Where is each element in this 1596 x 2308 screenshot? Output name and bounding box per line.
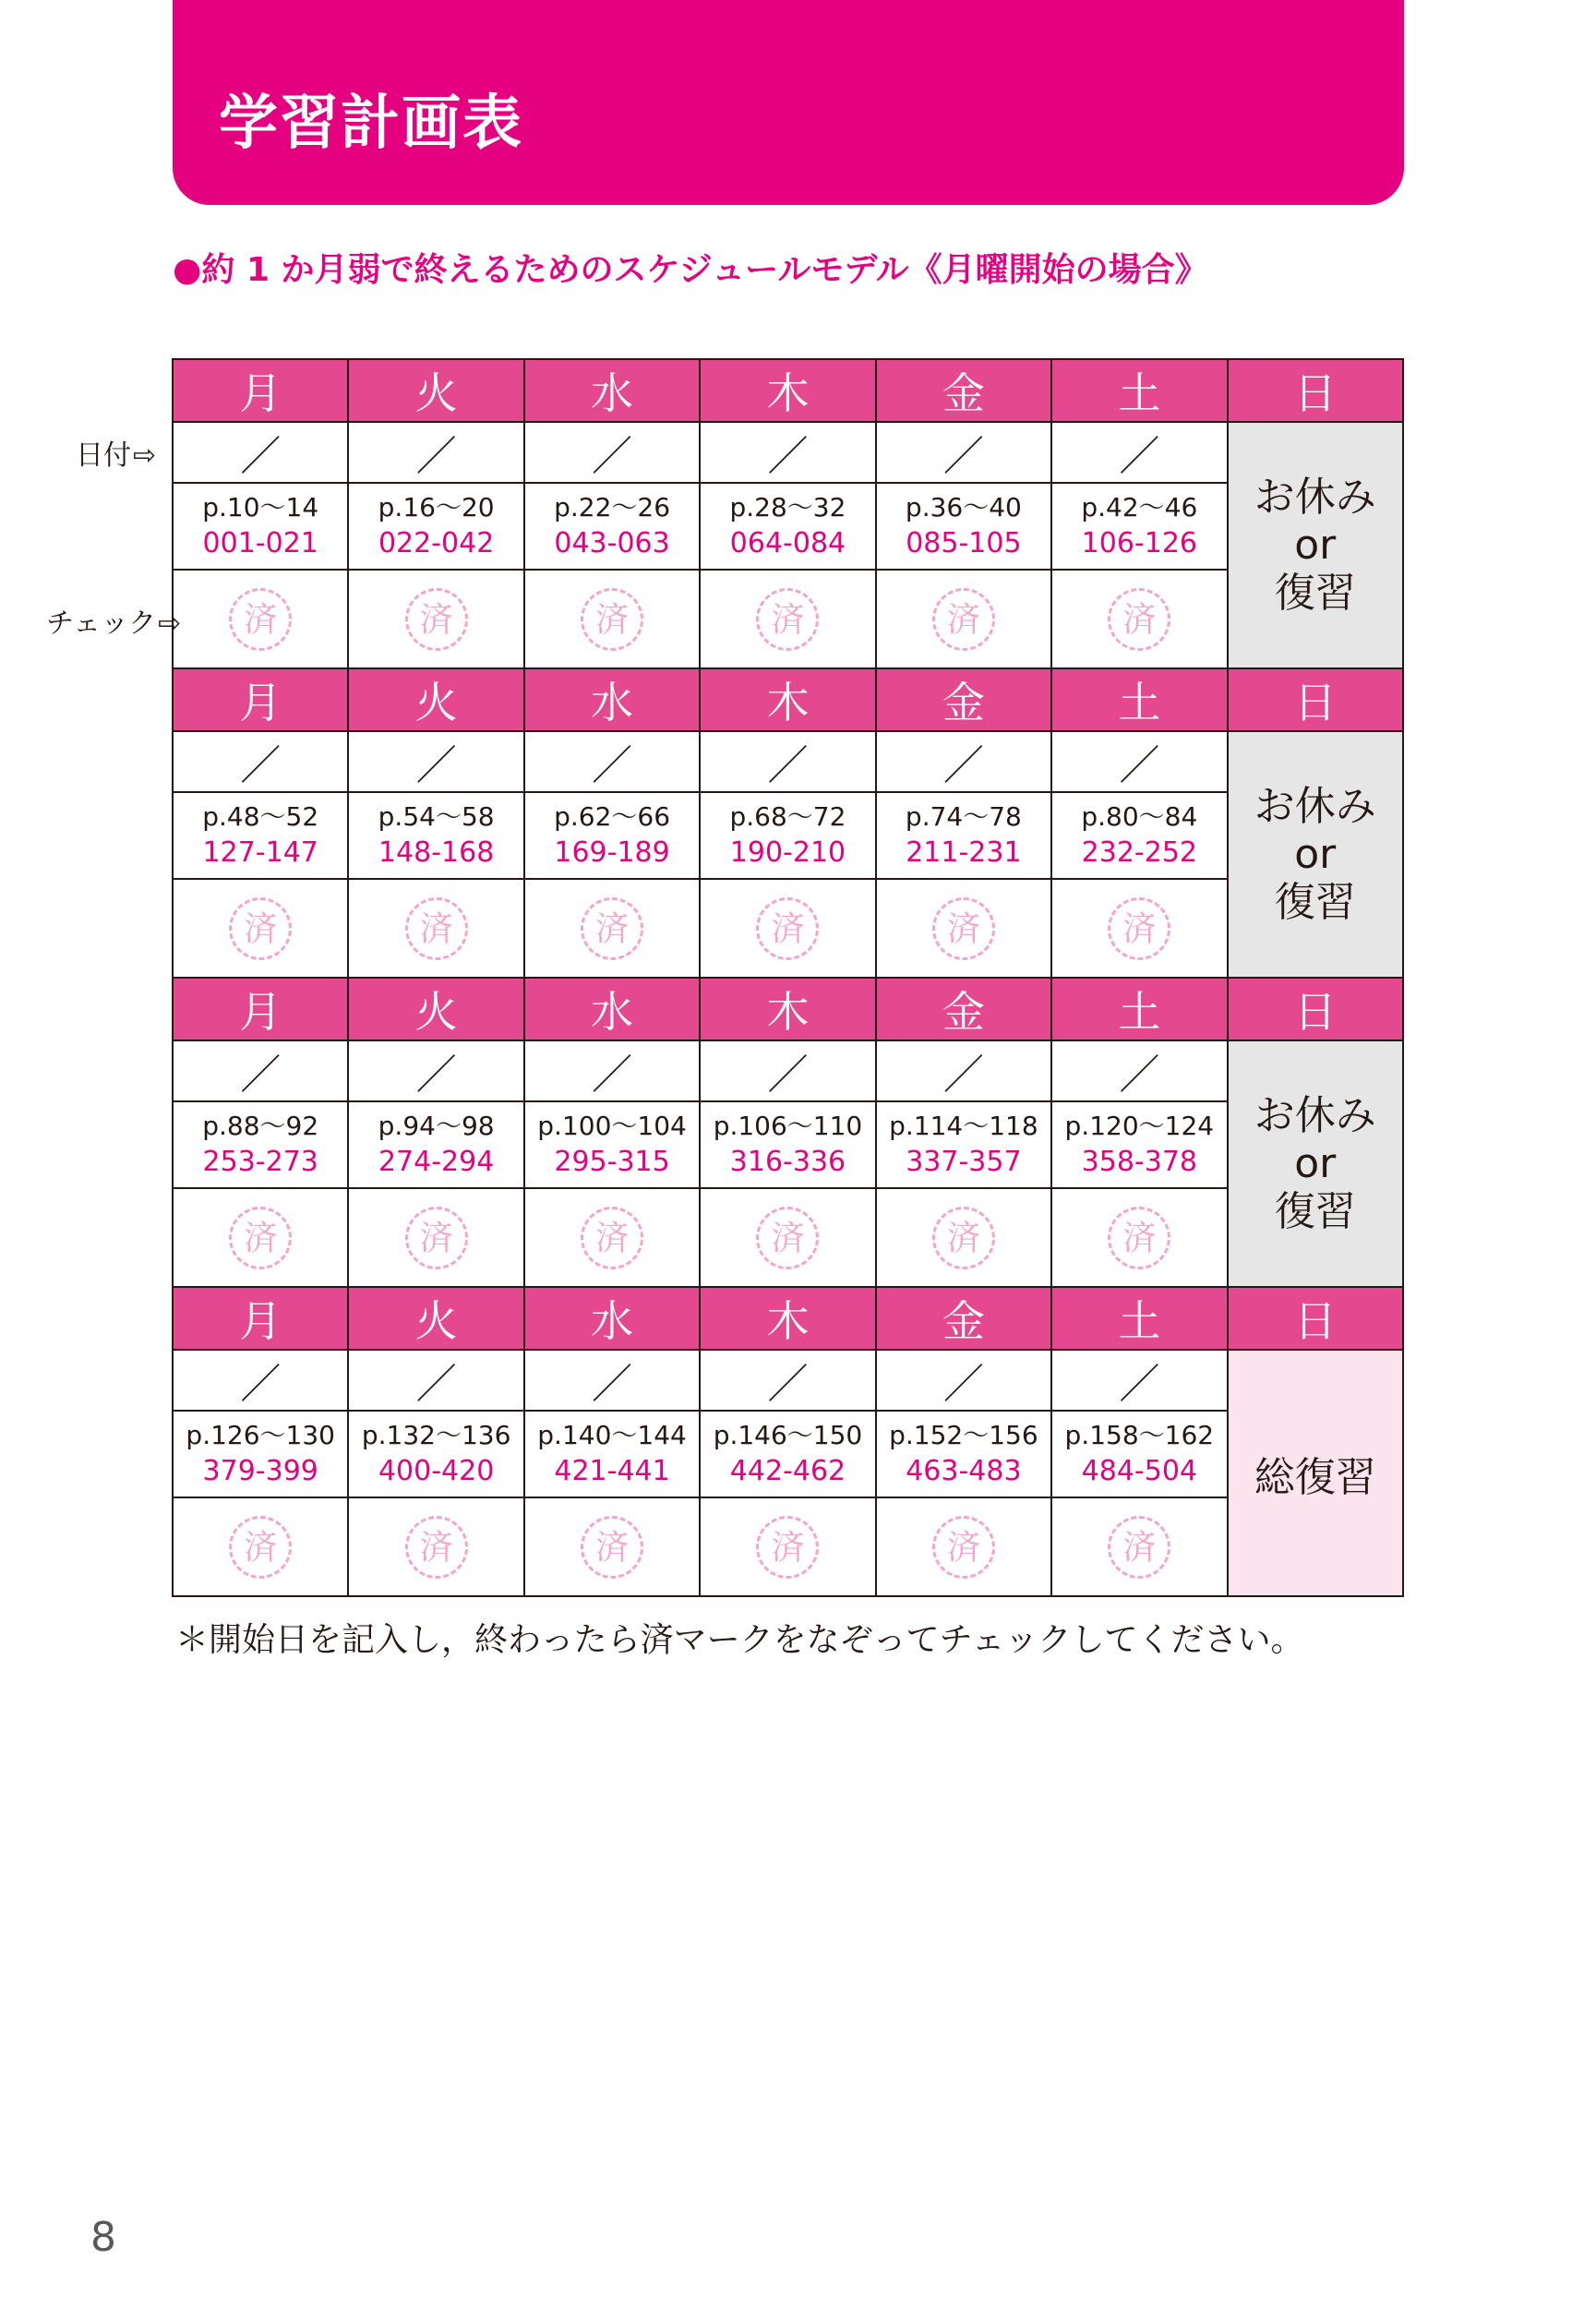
check-cell	[876, 1497, 1051, 1596]
day-header-cell: 火	[348, 978, 523, 1040]
check-cell	[700, 1497, 875, 1596]
problem-range-text: 106-126	[1081, 527, 1197, 559]
done-stamp-icon[interactable]: 済	[1108, 1207, 1170, 1269]
done-stamp-icon[interactable]: 済	[1108, 897, 1170, 960]
done-stamp-icon[interactable]: 済	[581, 588, 643, 651]
date-entry-cell[interactable]: ／	[173, 422, 348, 483]
schedule-subtitle: ●約 1 か月弱で終えるためのスケジュールモデル《月曜開始の場合》	[173, 251, 1208, 289]
problem-range-text: 274-294	[378, 1146, 495, 1178]
problem-range-text: 400-420	[378, 1455, 495, 1487]
done-stamp-icon[interactable]: 済	[932, 897, 995, 960]
day-header-cell: 月	[173, 978, 348, 1040]
study-plan-table	[172, 358, 1404, 1597]
check-cell	[173, 1497, 348, 1596]
done-stamp-icon[interactable]: 済	[932, 588, 995, 651]
page-range-cell	[876, 1101, 1051, 1188]
check-row	[173, 879, 1403, 978]
check-cell	[524, 879, 700, 978]
problem-range-text: 211-231	[906, 836, 1022, 869]
page-range-cell	[348, 1101, 523, 1188]
page-range-text: p.94～98	[378, 1111, 495, 1141]
page-range-text: p.132～136	[361, 1420, 511, 1450]
page-range-cell	[348, 792, 523, 879]
problem-range-text: 463-483	[906, 1455, 1022, 1487]
day-header-cell: 水	[524, 359, 700, 422]
done-stamp-icon[interactable]: 済	[1108, 1516, 1170, 1579]
day-header-cell: 木	[700, 978, 875, 1040]
right-arrow-icon: ⇨	[158, 607, 182, 640]
sunday-text: or	[1294, 830, 1337, 878]
check-cell	[173, 1188, 348, 1287]
problem-range-text: 442-462	[729, 1455, 846, 1487]
check-cell	[524, 1497, 700, 1596]
page-range-text: p.114～118	[889, 1111, 1038, 1141]
page-range-text: p.152～156	[889, 1420, 1038, 1450]
page-range-text: p.80～84	[1081, 801, 1198, 832]
day-header-cell: 日	[1228, 668, 1403, 731]
check-cell	[173, 879, 348, 978]
page-range-row	[173, 483, 1403, 570]
date-entry-cell[interactable]: ／	[876, 731, 1051, 792]
check-cell	[700, 1188, 875, 1287]
done-stamp-icon[interactable]: 済	[405, 588, 468, 651]
problem-range-text: 232-252	[1081, 836, 1197, 869]
page-range-text: p.22～26	[554, 492, 671, 523]
page-range-text: p.100～104	[537, 1111, 687, 1141]
page-range-text: p.126～130	[186, 1420, 335, 1450]
sunday-text: or	[1294, 521, 1337, 569]
problem-range-text: 127-147	[202, 836, 318, 869]
date-entry-cell[interactable]: ／	[1051, 731, 1227, 792]
date-entry-cell[interactable]: ／	[876, 422, 1051, 483]
date-entry-cell[interactable]: ／	[524, 1040, 700, 1101]
date-entry-cell[interactable]: ／	[1051, 1350, 1227, 1411]
day-header-cell: 水	[524, 668, 700, 731]
problem-range-text: 022-042	[378, 527, 495, 559]
day-header-cell: 火	[348, 668, 523, 731]
problem-range-text: 001-021	[202, 527, 318, 559]
check-cell	[1051, 1497, 1227, 1596]
date-entry-cell[interactable]: ／	[524, 731, 700, 792]
page-range-cell	[173, 483, 348, 570]
problem-range-text: 169-189	[554, 836, 670, 869]
done-stamp-icon[interactable]: 済	[405, 1516, 468, 1579]
day-header-cell: 月	[173, 1287, 348, 1350]
day-header-row	[173, 359, 1403, 422]
day-header-cell: 金	[876, 668, 1051, 731]
sunday-text: お休み	[1254, 1091, 1376, 1139]
check-cell	[700, 570, 875, 668]
date-label-text: 日付	[76, 439, 131, 472]
problem-range-text: 190-210	[729, 836, 846, 869]
check-row	[173, 1188, 1403, 1287]
sunday-text: 総復習	[1254, 1453, 1376, 1501]
sunday-text: 復習	[1274, 569, 1356, 617]
problem-range-text: 253-273	[202, 1146, 318, 1178]
problem-range-text: 148-168	[378, 836, 495, 869]
page-title: 学習計画表	[219, 90, 523, 158]
page-range-cell	[700, 1101, 875, 1188]
check-cell	[524, 570, 700, 668]
problem-range-text: 043-063	[554, 527, 670, 559]
date-entry-cell[interactable]: ／	[348, 731, 523, 792]
date-entry-cell[interactable]: ／	[1051, 422, 1227, 483]
problem-range-text: 316-336	[729, 1146, 846, 1178]
check-cell	[348, 879, 523, 978]
day-header-cell: 木	[700, 359, 875, 422]
page-range-text: p.74～78	[905, 801, 1022, 832]
day-header-cell: 土	[1051, 668, 1227, 731]
page-range-text: p.146～150	[713, 1420, 863, 1450]
page-range-cell	[1051, 1101, 1227, 1188]
check-row	[173, 570, 1403, 668]
done-stamp-icon[interactable]: 済	[229, 1207, 292, 1269]
day-header-cell: 土	[1051, 978, 1227, 1040]
date-entry-cell[interactable]: ／	[700, 1040, 875, 1101]
date-entry-cell[interactable]: ／	[700, 422, 875, 483]
check-cell	[1051, 570, 1227, 668]
day-header-cell: 土	[1051, 1287, 1227, 1350]
sunday-text: or	[1294, 1139, 1337, 1187]
page-range-text: p.48～52	[202, 801, 319, 832]
problem-range-text: 085-105	[906, 527, 1022, 559]
done-stamp-icon[interactable]: 済	[405, 1207, 468, 1269]
check-cell	[1051, 1188, 1227, 1287]
check-label-text: チェック	[46, 607, 157, 640]
page-range-cell	[524, 1411, 700, 1497]
check-cell	[348, 1188, 523, 1287]
page-range-cell	[524, 483, 700, 570]
check-row	[173, 1497, 1403, 1596]
page-range-cell	[173, 1411, 348, 1497]
date-entry-cell[interactable]: ／	[876, 1040, 1051, 1101]
day-header-cell: 火	[348, 1287, 523, 1350]
done-stamp-icon[interactable]: 済	[756, 1207, 819, 1269]
done-stamp-icon[interactable]: 済	[932, 1516, 995, 1579]
page-range-text: p.10～14	[202, 492, 319, 523]
done-stamp-icon[interactable]: 済	[581, 897, 643, 960]
page-number: 8	[90, 2214, 116, 2261]
date-entry-cell[interactable]: ／	[348, 422, 523, 483]
problem-range-text: 064-084	[729, 527, 846, 559]
page-range-cell	[876, 483, 1051, 570]
check-side-label	[46, 600, 181, 641]
done-stamp-icon[interactable]: 済	[405, 897, 468, 960]
day-header-cell: 水	[524, 1287, 700, 1350]
page-range-text: p.28～32	[729, 492, 846, 523]
date-row	[173, 422, 1403, 483]
date-entry-cell[interactable]: ／	[173, 1040, 348, 1101]
page-range-text: p.62～66	[554, 801, 671, 832]
done-stamp-icon[interactable]: 済	[756, 1516, 819, 1579]
problem-range-text: 358-378	[1081, 1146, 1197, 1178]
check-cell	[876, 1188, 1051, 1287]
date-entry-cell[interactable]: ／	[348, 1040, 523, 1101]
problem-range-text: 421-441	[554, 1455, 670, 1487]
day-header-cell: 金	[876, 978, 1051, 1040]
done-stamp-icon[interactable]: 済	[581, 1516, 643, 1579]
day-header-cell: 日	[1228, 359, 1403, 422]
done-stamp-icon[interactable]: 済	[756, 897, 819, 960]
date-entry-cell[interactable]: ／	[524, 422, 700, 483]
date-entry-cell[interactable]: ／	[700, 1350, 875, 1411]
page-range-cell	[1051, 792, 1227, 879]
page-range-text: p.54～58	[378, 801, 495, 832]
day-header-cell: 土	[1051, 359, 1227, 422]
page-range-cell	[348, 483, 523, 570]
date-entry-cell[interactable]: ／	[173, 1350, 348, 1411]
header-banner	[173, 0, 1404, 205]
day-header-cell: 月	[173, 668, 348, 731]
sunday-text: 復習	[1274, 1187, 1356, 1235]
day-header-row	[173, 978, 1403, 1040]
page-range-cell	[173, 792, 348, 879]
date-row	[173, 1040, 1403, 1101]
check-cell	[173, 570, 348, 668]
day-header-cell: 金	[876, 1287, 1051, 1350]
date-entry-cell[interactable]: ／	[348, 1350, 523, 1411]
day-header-cell: 木	[700, 1287, 875, 1350]
check-cell	[524, 1188, 700, 1287]
done-stamp-icon[interactable]: 済	[1108, 588, 1170, 651]
page-range-cell	[1051, 1411, 1227, 1497]
page-range-text: p.140～144	[537, 1420, 687, 1450]
sunday-rest-cell	[1228, 1040, 1403, 1287]
done-stamp-icon[interactable]: 済	[229, 897, 292, 960]
sunday-text: お休み	[1254, 473, 1376, 521]
page-range-row	[173, 1101, 1403, 1188]
page-range-cell	[524, 1101, 700, 1188]
date-entry-cell[interactable]: ／	[1051, 1040, 1227, 1101]
instruction-note: ＊開始日を記入し，終わったら済マークをなぞってチェックしてください。	[175, 1621, 1304, 1659]
page-range-cell	[524, 792, 700, 879]
date-row	[173, 1350, 1403, 1411]
page-range-cell	[876, 1411, 1051, 1497]
date-entry-cell[interactable]: ／	[173, 731, 348, 792]
check-cell	[876, 570, 1051, 668]
done-stamp-icon[interactable]: 済	[756, 588, 819, 651]
date-row	[173, 731, 1403, 792]
date-entry-cell[interactable]: ／	[524, 1350, 700, 1411]
page-range-cell	[173, 1101, 348, 1188]
page-range-row	[173, 792, 1403, 879]
page-range-text: p.42～46	[1081, 492, 1198, 523]
check-cell	[1051, 879, 1227, 978]
problem-range-text: 337-357	[906, 1146, 1022, 1178]
done-stamp-icon[interactable]: 済	[581, 1207, 643, 1269]
page-range-cell	[700, 792, 875, 879]
page-range-cell	[876, 792, 1051, 879]
page-range-cell	[700, 483, 875, 570]
date-side-label	[76, 432, 156, 473]
check-cell	[876, 879, 1051, 978]
day-header-cell: 金	[876, 359, 1051, 422]
sunday-rest-cell	[1228, 422, 1403, 668]
check-cell	[348, 1497, 523, 1596]
page-range-text: p.68～72	[729, 801, 846, 832]
page-range-text: p.16～20	[378, 492, 495, 523]
date-entry-cell[interactable]: ／	[876, 1350, 1051, 1411]
problem-range-text: 484-504	[1081, 1455, 1197, 1487]
day-header-cell: 火	[348, 359, 523, 422]
done-stamp-icon[interactable]: 済	[932, 1207, 995, 1269]
day-header-cell: 日	[1228, 978, 1403, 1040]
day-header-cell: 月	[173, 359, 348, 422]
problem-range-text: 295-315	[554, 1146, 670, 1178]
day-header-cell: 日	[1228, 1287, 1403, 1350]
sunday-review-cell	[1228, 1350, 1403, 1596]
sunday-text: 復習	[1274, 878, 1356, 926]
page-range-text: p.106～110	[713, 1111, 863, 1141]
page-range-cell	[1051, 483, 1227, 570]
page-range-text: p.120～124	[1064, 1111, 1215, 1141]
day-header-row	[173, 1287, 1403, 1350]
page-range-row	[173, 1411, 1403, 1497]
page-range-text: p.88～92	[202, 1111, 319, 1141]
day-header-row	[173, 668, 1403, 731]
problem-range-text: 379-399	[202, 1455, 318, 1487]
sunday-rest-cell	[1228, 731, 1403, 978]
check-cell	[700, 879, 875, 978]
done-stamp-icon[interactable]: 済	[229, 1516, 292, 1579]
page-range-cell	[348, 1411, 523, 1497]
page-range-text: p.158～162	[1064, 1420, 1215, 1450]
done-stamp-icon[interactable]: 済	[229, 588, 292, 651]
day-header-cell: 水	[524, 978, 700, 1040]
page-range-text: p.36～40	[905, 492, 1022, 523]
day-header-cell: 木	[700, 668, 875, 731]
page-range-cell	[700, 1411, 875, 1497]
sunday-text: お休み	[1254, 782, 1376, 830]
check-cell	[348, 570, 523, 668]
right-arrow-icon: ⇨	[133, 439, 157, 472]
date-entry-cell[interactable]: ／	[700, 731, 875, 792]
